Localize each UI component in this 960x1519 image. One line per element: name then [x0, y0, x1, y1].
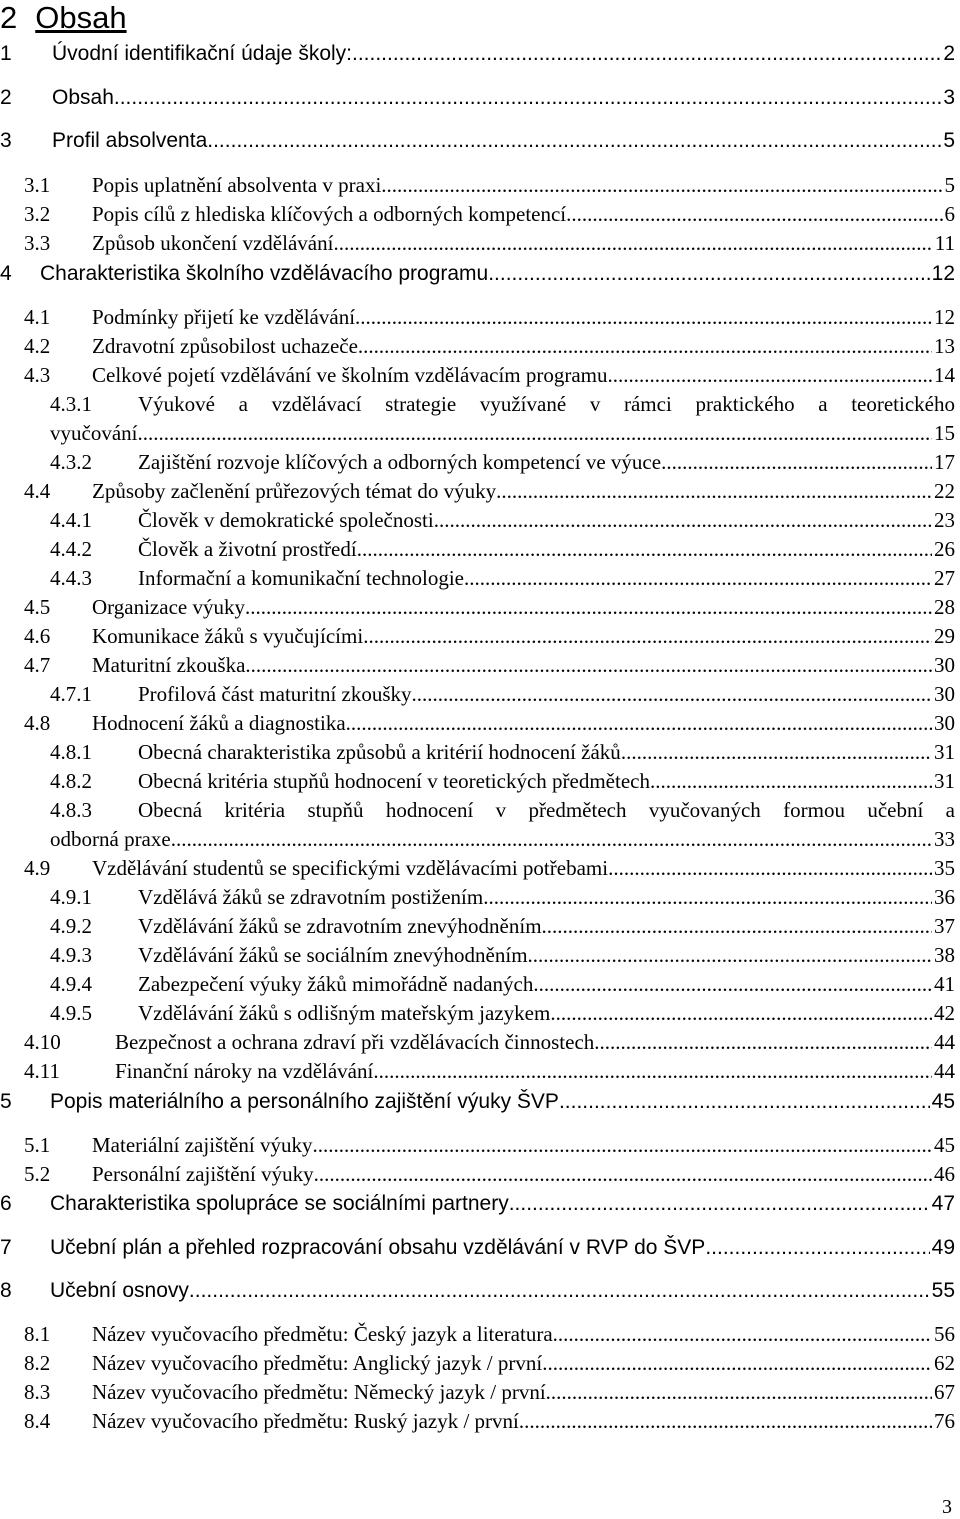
toc-entry-title: Informační a komunikační technologie — [138, 566, 464, 590]
toc-entry-line — [50, 1001, 955, 1026]
toc-leader-dots — [559, 1090, 930, 1114]
toc-leader-dots — [483, 885, 932, 910]
toc-entry-number: 4.8.2 — [50, 769, 92, 793]
toc-entry-title: Způsoby začlenění průřezových témat do výuky — [92, 479, 497, 503]
toc-entry-number: 4.8.3 — [50, 798, 92, 822]
toc-entry-title: Způsob ukončení vzdělávání — [92, 231, 334, 255]
toc-entry-page: 49 — [931, 1236, 955, 1259]
toc-entry-title: Materiální zajištění výuky — [92, 1133, 313, 1157]
toc-entry-number: 4.9.4 — [50, 972, 92, 996]
toc-entry-number: 3.2 — [24, 202, 51, 226]
toc-entry[interactable] — [24, 479, 955, 504]
toc-entry[interactable] — [24, 363, 955, 388]
toc-entry[interactable] — [24, 305, 955, 330]
toc-entry-line — [50, 943, 955, 968]
toc-entry-page: 30 — [934, 682, 955, 706]
toc-leader-dots — [189, 1279, 930, 1303]
toc-entry-number: 3.1 — [24, 173, 51, 197]
toc-entry-page: 23 — [934, 508, 955, 532]
toc-entry[interactable] — [50, 885, 955, 910]
toc-entry[interactable] — [24, 202, 955, 227]
toc-leader-dots — [412, 682, 932, 707]
toc-entry-number: 4.2 — [24, 334, 51, 358]
toc-entry[interactable] — [50, 972, 955, 997]
toc-entry-page: 17 — [934, 450, 955, 474]
heading-title: Obsah — [35, 0, 127, 35]
toc-leader-dots — [312, 1133, 932, 1158]
toc-leader-dots — [546, 1380, 932, 1405]
toc-entry-number: 1 — [0, 42, 12, 65]
toc-entry-line — [24, 1162, 955, 1187]
toc-entry-line — [0, 262, 955, 286]
toc-entry-page: 5 — [943, 129, 955, 152]
toc-entry-number: 4.4 — [24, 479, 51, 503]
toc-entry-page: 3 — [943, 86, 955, 109]
toc-entry-number: 4.8 — [24, 711, 51, 735]
toc-entry[interactable] — [24, 624, 955, 649]
toc-entry-page: 35 — [934, 856, 955, 880]
toc-entry-page: 6 — [944, 202, 955, 226]
toc-entry-title: Učební osnovy — [50, 1279, 189, 1302]
toc-leader-dots — [608, 856, 932, 881]
toc-entry-number: 4.5 — [24, 595, 51, 619]
toc-entry-page: 62 — [934, 1351, 955, 1375]
toc-entry-page: 31 — [934, 740, 955, 764]
toc-entry-page: 46 — [934, 1162, 955, 1186]
toc-entry-number: 2 — [0, 86, 12, 109]
toc-leader-dots — [352, 42, 941, 66]
toc-entry-page: 41 — [934, 972, 955, 996]
toc-entry[interactable] — [24, 1133, 955, 1158]
toc-leader-dots — [542, 914, 932, 939]
toc-entry[interactable] — [24, 653, 955, 678]
toc-entry-number: 4.7.1 — [50, 682, 92, 706]
toc-entry-title: Maturitní zkouška — [92, 653, 246, 677]
toc-entry-page: 22 — [934, 479, 955, 503]
toc-entry-line — [24, 595, 955, 620]
toc-entry-line — [50, 740, 955, 765]
toc-entry-line — [24, 1133, 955, 1158]
toc-entry-title: Člověk v demokratické společnosti — [138, 508, 434, 532]
toc-entry-title: Popis uplatnění absolventa v praxi — [92, 173, 382, 197]
toc-entry[interactable] — [50, 450, 955, 475]
toc-entry-page: 13 — [934, 334, 955, 358]
toc-leader-dots — [363, 624, 932, 649]
toc-entry-number: 4.3 — [24, 363, 51, 387]
toc-entry-title: Zdravotní způsobilost uchazeče — [92, 334, 358, 358]
heading-number: 2 — [0, 0, 18, 35]
toc-entry-page: 15 — [934, 421, 955, 445]
toc-entry-number: 4.4.1 — [50, 508, 92, 532]
toc-entry-title: Komunikace žáků s vyučujícími — [92, 624, 364, 648]
toc-entry-line — [24, 173, 955, 198]
toc-entry[interactable] — [0, 1279, 955, 1303]
toc-entry[interactable] — [0, 262, 955, 286]
toc-entry-page: 36 — [934, 885, 955, 909]
toc-entry-line — [0, 42, 955, 66]
toc-entry-page: 30 — [934, 653, 955, 677]
toc-entry-line — [24, 653, 955, 678]
toc-entry-line — [24, 1351, 955, 1376]
toc-entry[interactable] — [24, 1409, 955, 1434]
toc-entry-line — [0, 1279, 955, 1303]
toc-entry-page: 56 — [934, 1322, 955, 1346]
toc-entry-number: 4.7 — [24, 653, 51, 677]
toc-entry-page: 12 — [931, 262, 955, 285]
toc-entry-title: Popis materiálního a personálního zajištění výuky ŠVP — [50, 1090, 559, 1113]
toc-leader-dots — [705, 1236, 929, 1260]
toc-entry-title-continued: vyučování — [50, 421, 138, 445]
toc-leader-dots — [488, 262, 929, 286]
toc-entry-title: Úvodní identifikační údaje školy: — [52, 42, 352, 65]
toc-entry[interactable] — [24, 173, 955, 198]
toc-entry-number: 8.2 — [24, 1351, 51, 1375]
toc-entry-line — [24, 1059, 955, 1084]
toc-entry-page: 31 — [934, 769, 955, 793]
toc-leader-dots — [333, 231, 932, 256]
toc-entry[interactable] — [0, 42, 955, 66]
toc-leader-dots — [357, 537, 932, 562]
toc-entry-title: Vzdělávání žáků s odlišným mateřským jazykem — [138, 1001, 551, 1025]
toc-leader-dots — [355, 305, 932, 330]
toc-leader-dots — [137, 421, 932, 446]
toc-leader-dots — [650, 769, 932, 794]
toc-entry-line — [50, 798, 955, 823]
toc-entry-title: Organizace výuky — [92, 595, 245, 619]
toc-entry-page: 45 — [931, 1090, 955, 1113]
toc-entry[interactable] — [24, 334, 955, 359]
toc-entry-line — [24, 231, 955, 256]
toc-entry-page: 44 — [934, 1030, 955, 1054]
toc-entry-page: 29 — [934, 624, 955, 648]
toc-entry-page: 27 — [934, 566, 955, 590]
toc-leader-dots — [566, 202, 942, 227]
toc-entry-number: 8.4 — [24, 1409, 51, 1433]
toc-entry-title: Vzdělávání žáků se zdravotním znevýhodněním — [138, 914, 542, 938]
toc-entry-line — [50, 972, 955, 997]
toc-entry-title: Název vyučovacího předmětu: Ruský jazyk / první — [92, 1409, 519, 1433]
toc-entry-line — [50, 885, 955, 910]
toc-leader-dots — [528, 943, 932, 968]
toc-entry-number: 5 — [0, 1090, 12, 1113]
toc-entry-number: 4.9 — [24, 856, 51, 880]
toc-entry-page: 67 — [934, 1380, 955, 1404]
toc-entry-page: 11 — [934, 231, 955, 255]
toc-entry-number: 4 — [0, 262, 12, 285]
toc-entry-number: 4.3.1 — [50, 392, 92, 416]
toc-entry[interactable] — [24, 856, 955, 881]
toc-entry-number: 4.11 — [24, 1059, 60, 1083]
toc-entry-number: 4.8.1 — [50, 740, 92, 764]
toc-entry-line — [50, 682, 955, 707]
toc-entry-title: Charakteristika spolupráce se sociálními partnery — [50, 1192, 509, 1215]
toc-entry-number: 8.1 — [24, 1322, 51, 1346]
toc-entry[interactable] — [0, 86, 955, 110]
toc-leader-dots — [434, 508, 932, 533]
toc-entry-title: Název vyučovacího předmětu: Anglický jazyk / první — [92, 1351, 543, 1375]
toc-entry-line — [50, 914, 955, 939]
toc-entry-title: Personální zajištění výuky — [92, 1162, 314, 1186]
toc-entry-number: 4.10 — [24, 1030, 61, 1054]
toc-entry-title: Obecná kritéria stupňů hodnocení v teoretických předmětech — [138, 769, 650, 793]
toc-entry[interactable] — [24, 1380, 955, 1405]
toc-entry-number: 4.4.3 — [50, 566, 92, 590]
toc-leader-dots — [661, 450, 932, 475]
toc-entry-line — [50, 392, 955, 417]
toc-entry-title: Název vyučovacího předmětu: Český jazyk a literatura — [92, 1322, 553, 1346]
toc-entry-line — [0, 1192, 955, 1216]
toc-leader-dots — [171, 827, 932, 852]
toc-entry-line — [24, 711, 955, 736]
toc-entry-line — [50, 827, 955, 852]
toc-entry-line — [50, 537, 955, 562]
toc-entry-line — [0, 1236, 955, 1260]
toc-entry[interactable] — [50, 769, 955, 794]
toc-entry[interactable] — [0, 1090, 955, 1114]
toc-entry-title: Profilová část maturitní zkoušky — [138, 682, 412, 706]
toc-entry-number: 8 — [0, 1279, 12, 1302]
toc-entry-line — [0, 129, 955, 153]
toc-entry-title: Název vyučovacího předmětu: Německý jazyk / první — [92, 1380, 546, 1404]
toc-entry-title: Bezpečnost a ochrana zdraví při vzdělávacích činnostech — [115, 1030, 595, 1054]
toc-entry-line — [50, 450, 955, 475]
toc-entry-number: 4.6 — [24, 624, 51, 648]
toc-entry-title-continued: odborná praxe — [50, 827, 171, 851]
toc-entry[interactable] — [0, 1236, 955, 1260]
toc-entry-title: Profil absolventa — [52, 129, 208, 152]
toc-entry[interactable] — [24, 1162, 955, 1187]
toc-entry-line — [24, 1030, 955, 1055]
toc-entry-number: 4.9.2 — [50, 914, 92, 938]
toc-entry-number: 4.4.2 — [50, 537, 92, 561]
toc-entry-number: 3 — [0, 129, 12, 152]
toc-entry[interactable] — [24, 595, 955, 620]
page-number: 3 — [942, 1496, 952, 1518]
toc-entry-number: 3.3 — [24, 231, 51, 255]
toc-leader-dots — [245, 653, 932, 678]
toc-entry-title: Vzdělávání studentů se specifickými vzdělávacími potřebami — [92, 856, 609, 880]
toc-entry-title: Obecná kritéria stupňů hodnocení v předmětech vyučovaných formou učební a — [138, 798, 955, 822]
toc-entry-title: Obecná charakteristika způsobů a kritérií hodnocení žáků — [138, 740, 621, 764]
toc-leader-dots — [381, 173, 942, 198]
toc-entry-number: 5.2 — [24, 1162, 51, 1186]
toc-entry-page: 28 — [934, 595, 955, 619]
toc-entry-page: 5 — [944, 173, 955, 197]
toc-leader-dots — [542, 1351, 932, 1376]
toc-entry-number: 4.9.1 — [50, 885, 92, 909]
toc-entry[interactable] — [50, 508, 955, 533]
toc-entry[interactable] — [0, 1192, 955, 1216]
toc-entry-title: Člověk a životní prostředí — [138, 537, 357, 561]
toc-entry-title: Obsah — [52, 86, 114, 109]
toc-entry-title: Celkové pojetí vzdělávání ve školním vzdělávacím programu — [92, 363, 608, 387]
toc-entry-line — [24, 1380, 955, 1405]
toc-entry-page: 45 — [934, 1133, 955, 1157]
toc-leader-dots — [533, 972, 932, 997]
toc-entry-line — [50, 769, 955, 794]
toc-entry-page: 76 — [934, 1409, 955, 1433]
toc-entry[interactable] — [24, 1351, 955, 1376]
toc-entry[interactable] — [50, 566, 955, 591]
toc-entry-line — [24, 202, 955, 227]
toc-entry[interactable] — [24, 711, 955, 736]
toc-leader-dots — [245, 595, 932, 620]
toc-entry[interactable] — [50, 392, 955, 445]
toc-entry-line — [24, 305, 955, 330]
toc-entry[interactable] — [50, 798, 955, 851]
toc-entry-page: 26 — [934, 537, 955, 561]
toc-entry-line — [0, 1090, 955, 1114]
toc-entry-number: 4.9.5 — [50, 1001, 92, 1025]
toc-leader-dots — [358, 334, 932, 359]
toc-leader-dots — [314, 1162, 932, 1187]
toc-entry[interactable] — [50, 1001, 955, 1026]
toc-entry-title: Vzdělávání žáků se sociálním znevýhodněním — [138, 943, 528, 967]
toc-entry-page: 12 — [934, 305, 955, 329]
toc-entry-page: 44 — [934, 1059, 955, 1083]
toc-entry-line — [50, 508, 955, 533]
toc-entry-title: Učební plán a přehled rozpracování obsahu vzdělávání v RVP do ŠVP — [50, 1236, 706, 1259]
toc-leader-dots — [464, 566, 932, 591]
toc-entry[interactable] — [50, 740, 955, 765]
toc-entry-page: 33 — [934, 827, 955, 851]
toc-entry-line — [24, 1409, 955, 1434]
toc-entry[interactable] — [24, 1030, 955, 1055]
toc-entry[interactable] — [50, 914, 955, 939]
toc-entry[interactable] — [24, 1059, 955, 1084]
toc-leader-dots — [496, 479, 932, 504]
toc-entry-title: Vzdělává žáků se zdravotním postižením — [138, 885, 484, 909]
toc-entry-line — [50, 421, 955, 446]
toc-entry-number: 6 — [0, 1192, 12, 1215]
toc-leader-dots — [207, 129, 941, 153]
toc-entry-line — [24, 363, 955, 388]
toc-entry-number: 4.9.3 — [50, 943, 92, 967]
toc-entry[interactable] — [0, 129, 955, 153]
toc-entry-line — [24, 624, 955, 649]
toc-leader-dots — [509, 1192, 930, 1216]
toc-entry-number: 5.1 — [24, 1133, 51, 1157]
toc-entry-page: 14 — [934, 363, 955, 387]
page-heading — [0, 0, 127, 36]
toc-entry-line — [50, 566, 955, 591]
toc-leader-dots — [608, 363, 932, 388]
toc-entry[interactable] — [50, 943, 955, 968]
toc-entry-title: Finanční nároky na vzdělávání — [115, 1059, 374, 1083]
toc-entry-line — [24, 479, 955, 504]
toc-entry-number: 4.1 — [24, 305, 51, 329]
toc-entry-page: 2 — [943, 42, 955, 65]
toc-entry[interactable] — [24, 1322, 955, 1347]
toc-entry-title: Charakteristika školního vzdělávacího programu — [40, 262, 489, 285]
toc-entry-number: 8.3 — [24, 1380, 51, 1404]
toc-entry-page: 30 — [934, 711, 955, 735]
toc-entry-page: 38 — [934, 943, 955, 967]
toc-entry[interactable] — [24, 231, 955, 256]
toc-leader-dots — [114, 86, 941, 110]
toc-entry-number: 7 — [0, 1236, 12, 1259]
toc-entry-title: Podmínky přijetí ke vzdělávání — [92, 305, 356, 329]
toc-entry-page: 47 — [931, 1192, 955, 1215]
toc-leader-dots — [550, 1001, 932, 1026]
toc-entry-line — [0, 86, 955, 110]
toc-leader-dots — [553, 1322, 932, 1347]
toc-entry-line — [24, 1322, 955, 1347]
toc-entry-line — [24, 334, 955, 359]
toc-entry-title: Zajištění rozvoje klíčových a odborných kompetencí ve výuce — [138, 450, 662, 474]
toc-entry-line — [24, 856, 955, 881]
toc-leader-dots — [519, 1409, 932, 1434]
toc-entry-page: 37 — [934, 914, 955, 938]
toc-entry[interactable] — [50, 537, 955, 562]
toc-entry-title: Hodnocení žáků a diagnostika — [92, 711, 346, 735]
toc-entry[interactable] — [50, 682, 955, 707]
toc-entry-title: Popis cílů z hlediska klíčových a odborných kompetencí — [92, 202, 567, 226]
toc-entry-page: 55 — [931, 1279, 955, 1302]
toc-entry-page: 42 — [934, 1001, 955, 1025]
toc-leader-dots — [373, 1059, 932, 1084]
toc-leader-dots — [346, 711, 932, 736]
toc-leader-dots — [621, 740, 932, 765]
toc-entry-number: 4.3.2 — [50, 450, 92, 474]
toc-leader-dots — [594, 1030, 932, 1055]
toc-entry-title: Zabezpečení výuky žáků mimořádně nadaných — [138, 972, 534, 996]
toc-entry-title: Výukové a vzdělávací strategie využívané v rámci praktického a teoretického — [138, 392, 955, 416]
